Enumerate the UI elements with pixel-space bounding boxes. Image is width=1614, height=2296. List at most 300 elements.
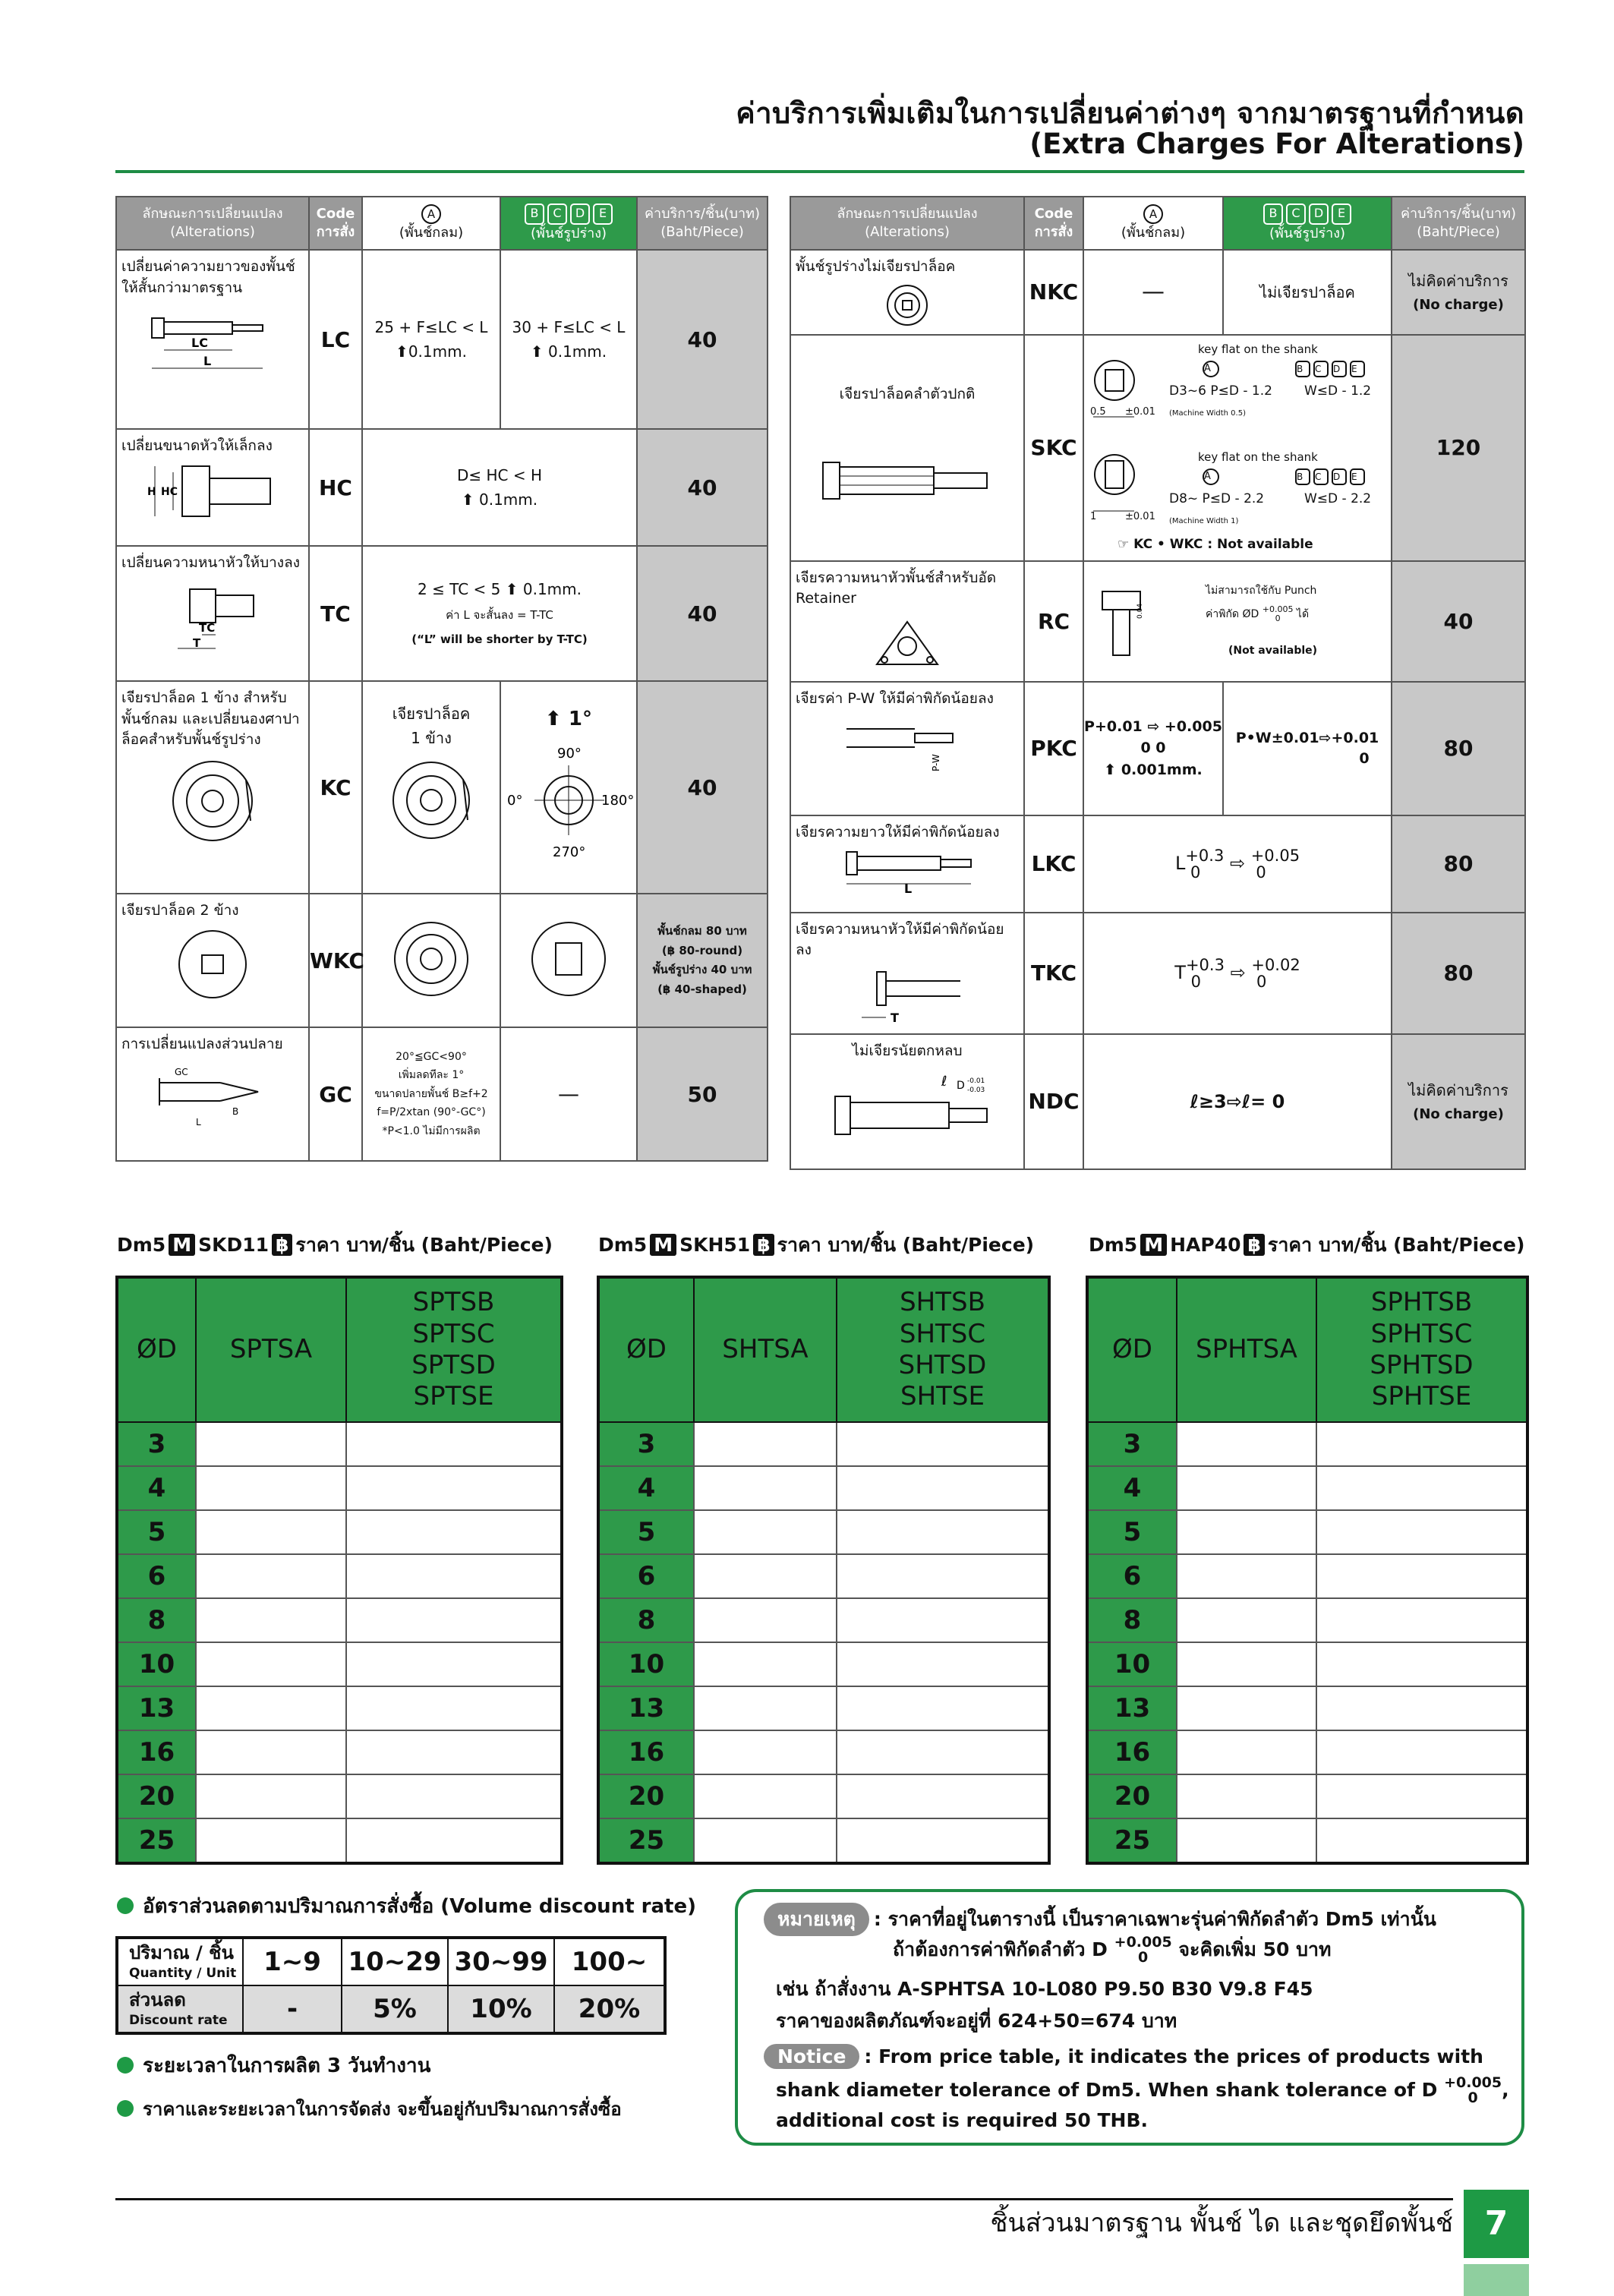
spec-round: เจียรปาล็อค 1 ข้าง — [362, 681, 500, 894]
diameter-cell: 16 — [598, 1730, 694, 1774]
diameter-cell: 25 — [598, 1818, 694, 1863]
code-gc: GC — [309, 1027, 362, 1161]
table-row — [116, 429, 768, 546]
price-cell-type-a — [196, 1554, 346, 1598]
spec-shaped: ไม่เจียรปาล็อค — [1223, 250, 1392, 335]
table-row — [790, 815, 1525, 913]
price-cell-type-a — [694, 1774, 837, 1818]
price-cell-type-bcde — [1316, 1598, 1527, 1642]
svg-text:T: T — [891, 1010, 899, 1025]
diameter-cell: 20 — [1087, 1774, 1177, 1818]
alteration-name: เปลี่ยนค่าความยาวของพั้นช์ให้สั้นกว่ามาตรฐาน LC L — [116, 250, 309, 429]
rate-cell: - — [243, 1985, 342, 2033]
svg-text:P-W: P-W — [931, 754, 941, 772]
header-diameter: ØD — [1087, 1277, 1177, 1422]
price-cell-type-a — [694, 1554, 837, 1598]
price-cell-type-bcde — [346, 1466, 562, 1510]
price-cell: 80 — [1392, 682, 1525, 815]
spec-shaped: P•W±0.01⇨+0.01 0 — [1223, 682, 1392, 815]
title-divider — [115, 170, 1524, 173]
header-price: ค่าบริการ/ชิ้น(บาท) (Baht/Piece) — [1392, 197, 1525, 250]
header-round-punch: A (พั้นช์กลม) — [362, 197, 500, 250]
table-header — [598, 1277, 1049, 1422]
spec-round: 25 + F≤LC < L ⬆0.1mm. — [362, 250, 500, 429]
price-cell-type-a — [196, 1642, 346, 1686]
table-row — [598, 1686, 1049, 1730]
header-price: ค่าบริการ/ชิ้น(บาท) (Baht/Piece) — [637, 197, 768, 250]
svg-text:B: B — [232, 1105, 239, 1117]
diameter-cell: 8 — [598, 1598, 694, 1642]
notice-english-line-2: shank diameter tolerance of Dm5. When shank tolerance of D +0.005 0 , — [776, 2074, 1509, 2106]
up-arrow-icon: ⬆ — [461, 490, 474, 509]
table-row — [1087, 1510, 1527, 1554]
svg-text:90°: 90° — [557, 746, 582, 762]
kc-diagram — [137, 755, 288, 847]
header-code: Code การสั่ง — [1024, 197, 1083, 250]
diameter-cell: 3 — [1087, 1422, 1177, 1466]
price-cell-type-bcde — [837, 1642, 1049, 1686]
note-label-thai: หมายเหตุ — [764, 1903, 869, 1936]
tc-diagram — [137, 579, 288, 654]
price-cell-type-bcde — [837, 1774, 1049, 1818]
price-table-title-skd11: Dm5 M SKD11 ฿ ราคา บาท/ชิ้น (Baht/Piece) — [117, 1234, 553, 1256]
ndc-diagram — [820, 1066, 995, 1150]
wkc-shaped-diagram — [527, 917, 610, 1001]
price-cell-type-bcde — [837, 1422, 1049, 1466]
ndc-spec: ℓ≥3⇨ℓ= 0 — [1083, 1034, 1392, 1169]
diameter-cell: 4 — [1087, 1466, 1177, 1510]
svg-text:HC: HC — [161, 485, 178, 498]
price-cell-type-a — [196, 1422, 346, 1466]
table-row — [117, 1510, 562, 1554]
tkc-spec: T+0.3 0 ⇨ +0.02 0 — [1083, 913, 1392, 1034]
svg-text:270°: 270° — [553, 844, 586, 861]
quantity-label: ปริมาณ / ชิ้น Quantity / Unit — [117, 1938, 243, 1985]
table-row — [116, 894, 768, 1027]
tkc-diagram — [831, 966, 983, 1027]
price-cell-type-bcde — [837, 1510, 1049, 1554]
table-row — [598, 1818, 1049, 1863]
svg-text:LC: LC — [191, 336, 208, 351]
header-diameter: ØD — [117, 1277, 196, 1422]
notice-english-line-3: additional cost is required 50 THB. — [776, 2109, 1149, 2131]
price-table-title-hap40: Dm5 M HAP40 ฿ ราคา บาท/ชิ้น (Baht/Piece) — [1089, 1234, 1525, 1256]
discount-heading: อัตราส่วนลดตามปริมาณการสั่งซื้อ (Volume discount rate) — [117, 1891, 696, 1922]
skc-diagram — [812, 450, 1002, 511]
price-cell: 80 — [1392, 815, 1525, 913]
diameter-cell: 20 — [598, 1774, 694, 1818]
diameter-cell: 13 — [1087, 1686, 1177, 1730]
diameter-cell: 16 — [117, 1730, 196, 1774]
price-cell: 40 — [637, 429, 768, 546]
table-row — [1087, 1466, 1527, 1510]
spec-shaped: — — [500, 1027, 637, 1161]
quantity-cell: 10~29 — [342, 1938, 448, 1985]
price-cell-type-bcde — [837, 1730, 1049, 1774]
discount-row-quantity — [117, 1938, 665, 1985]
table-header — [116, 197, 768, 250]
up-arrow-icon: ⬆ — [545, 707, 562, 730]
price-cell-type-a — [694, 1598, 837, 1642]
up-arrow-icon: ⬆ — [396, 342, 408, 361]
spec-both: 2 ≤ TC < 5 ⬆ 0.1mm. ค่า L จะสั้นลง = T-TC (“L” will be shorter by T-TC) — [362, 546, 637, 681]
notice-english-line-1: Notice : From price table, it indicates the prices of products with — [764, 2044, 1483, 2069]
bullet-dot-icon — [117, 1897, 134, 1914]
price-cell-type-bcde — [837, 1466, 1049, 1510]
price-cell-type-a — [1177, 1554, 1316, 1598]
page-tab-decoration — [1464, 2264, 1529, 2296]
price-cell-type-bcde — [346, 1510, 562, 1554]
table-row — [117, 1554, 562, 1598]
diameter-cell: 3 — [598, 1422, 694, 1466]
lkc-diagram — [831, 847, 983, 893]
diameter-cell: 5 — [1087, 1510, 1177, 1554]
notice-thai-line-4: ราคาของผลิตภัณฑ์จะอยู่ที่ 624+50=674 บาท — [776, 2010, 1177, 2032]
table-row — [117, 1466, 562, 1510]
bullet-delivery: ราคาและระยะเวลาในการจัดส่ง จะขึ้นอยู่กับปริมาณการสั่งซื้อ — [117, 2094, 622, 2124]
alteration-name: การเปลี่ยนแปลงส่วนปลาย GC B L — [116, 1027, 309, 1161]
diameter-cell: 25 — [1087, 1818, 1177, 1863]
price-cell-type-bcde — [1316, 1554, 1527, 1598]
table-row — [598, 1774, 1049, 1818]
svg-text:TC: TC — [199, 620, 216, 635]
diameter-cell: 3 — [117, 1422, 196, 1466]
spec-round: — — [1083, 250, 1223, 335]
rate-cell: 5% — [342, 1985, 448, 2033]
discount-row-rate — [117, 1985, 665, 2033]
table-header — [117, 1277, 562, 1422]
header-code: Code การสั่ง — [309, 197, 362, 250]
price-cell-type-bcde — [837, 1598, 1049, 1642]
header-type-bcde: SPHTSB SPHTSC SPHTSD SPHTSE — [1316, 1277, 1527, 1422]
header-diameter: ØD — [598, 1277, 694, 1422]
bullet-production-time: ระยะเวลาในการผลิต 3 วันทำงาน — [117, 2050, 430, 2081]
rate-label: ส่วนลด Discount rate — [117, 1985, 243, 2033]
skc-spec: key flat on the shank A B C D E D3~6 P≤D - 1.2 W≤D - 1.2 0.5 ±0.01 (Machine Width 0.5) key flat on the shank A B C D E D8~ P≤D - 2.2 W≤D - 2.2 1 ±0.01 (Machine Width 1) ☞ KC • WKC : Not available — [1083, 335, 1392, 561]
table-row — [598, 1466, 1049, 1510]
alteration-name: เปลี่ยนความหนาหัวให้บางลง TC T — [116, 546, 309, 681]
header-type-a: SPTSA — [196, 1277, 346, 1422]
notice-thai-line-3: เช่น ถ้าสั่งงาน A-SPHTSA 10-L080 P9.50 B30 V9.8 F45 — [776, 1978, 1313, 2000]
table-row — [1087, 1730, 1527, 1774]
skc-shank-diagram — [1090, 350, 1136, 434]
table-row — [1087, 1818, 1527, 1863]
spec-round: 20°≦GC<90° เพิ่มลดทีละ 1° ขนาดปลายพั้นช์ B≥f+2 f=P/2xtan (90°-GC°) *P<1.0 ไม่มีการผลิต — [362, 1027, 500, 1161]
price-cell-type-bcde — [837, 1554, 1049, 1598]
table-row — [1087, 1422, 1527, 1466]
price-cell-type-a — [196, 1774, 346, 1818]
pkc-diagram — [831, 714, 983, 774]
price-cell: ไม่คิดค่าบริการ (No charge) — [1392, 250, 1525, 335]
table-row — [1087, 1554, 1527, 1598]
price-cell-type-a — [1177, 1642, 1316, 1686]
header-alteration: ลักษณะการเปลี่ยนแปลง (Alterations) — [116, 197, 309, 250]
price-cell-type-a — [694, 1642, 837, 1686]
table-row — [598, 1598, 1049, 1642]
page-title-english: (Extra Charges For Alterations) — [1029, 128, 1524, 160]
nkc-diagram — [877, 282, 938, 328]
price-cell-type-a — [694, 1466, 837, 1510]
svg-text:-0.03: -0.03 — [967, 1086, 985, 1095]
lc-diagram — [137, 303, 288, 379]
code-pkc: PKC — [1024, 682, 1083, 815]
code-nkc: NKC — [1024, 250, 1083, 335]
up-arrow-icon: ⬆ — [530, 342, 544, 361]
price-cell-type-a — [694, 1686, 837, 1730]
price-cell-type-bcde — [1316, 1422, 1527, 1466]
diameter-cell: 4 — [598, 1466, 694, 1510]
diameter-cell: 10 — [598, 1642, 694, 1686]
svg-text:0.04: 0.04 — [1136, 604, 1144, 620]
diameter-cell: 8 — [117, 1598, 196, 1642]
price-cell: 40 — [1392, 561, 1525, 682]
code-tc: TC — [309, 546, 362, 681]
price-cell-type-a — [1177, 1774, 1316, 1818]
price-cell-type-a — [1177, 1730, 1316, 1774]
price-cell-type-bcde — [837, 1818, 1049, 1863]
discount-table — [115, 1936, 667, 2035]
table-row — [598, 1730, 1049, 1774]
rate-cell: 20% — [554, 1985, 665, 2033]
alterations-table-right — [790, 196, 1526, 1170]
price-cell-type-a — [196, 1466, 346, 1510]
table-row — [117, 1642, 562, 1686]
footer-text: ชิ้นส่วนมาตรฐาน พั้นช์ ได และชุดยึดพั้นช์ — [990, 2208, 1453, 2238]
kc-angle-diagram — [504, 735, 633, 864]
price-cell-type-a — [1177, 1466, 1316, 1510]
hand-icon: ☞ — [1118, 536, 1130, 552]
price-cell-type-a — [694, 1510, 837, 1554]
price-cell: 40 — [637, 681, 768, 894]
price-cell-type-bcde — [346, 1554, 562, 1598]
price-cell-type-bcde — [1316, 1686, 1527, 1730]
page-number: 7 — [1464, 2190, 1529, 2258]
table-row — [598, 1422, 1049, 1466]
header-type-bcde: SHTSB SHTSC SHTSD SHTSE — [837, 1277, 1049, 1422]
price-cell: 80 — [1392, 913, 1525, 1034]
rc-spec: 0.04 ไม่สามารถใช้กับ Punch ค่าพิกัด ØD +0.005 0 ได้ (Not available) — [1083, 561, 1392, 682]
header-alteration: ลักษณะการเปลี่ยนแปลง (Alterations) — [790, 197, 1024, 250]
svg-text:-0.01: -0.01 — [967, 1077, 985, 1086]
price-cell-type-bcde — [346, 1818, 562, 1863]
table-row — [117, 1818, 562, 1863]
table-row — [117, 1730, 562, 1774]
header-shaped-punch: B C D E (พั้นช์รูปร่าง) — [1223, 197, 1392, 250]
notice-label-english: Notice — [764, 2044, 859, 2069]
rc-diagram — [862, 614, 953, 675]
price-cell-type-a — [196, 1598, 346, 1642]
table-row — [790, 1034, 1525, 1169]
notice-thai-line-2: ถ้าต้องการค่าพิกัดลำตัว D +0.005 0 จะคิดเพิ่ม 50 บาท — [893, 1934, 1332, 1966]
table-row — [598, 1642, 1049, 1686]
spec-shaped: ⬆ 1° 90° 0° 180° 270° — [500, 681, 637, 894]
svg-text:L: L — [196, 1116, 201, 1128]
notice-thai-line-1: หมายเหตุ : ราคาที่อยู่ในตารางนี้ เป็นราคาเฉพาะรุ่นค่าพิกัดลำตัว Dm5 เท่านั้น — [764, 1903, 1436, 1936]
table-row — [116, 681, 768, 894]
price-cell-type-bcde — [837, 1686, 1049, 1730]
spec-shaped: 30 + F≤LC < L ⬆ 0.1mm. — [500, 250, 637, 429]
code-lkc: LKC — [1024, 815, 1083, 913]
alteration-name: ไม่เจียรนัยตกหลบ ℓ D -0.01 -0.03 — [790, 1034, 1024, 1169]
table-row — [117, 1422, 562, 1466]
table-row — [116, 250, 768, 429]
code-kc: KC — [309, 681, 362, 894]
diameter-cell: 13 — [117, 1686, 196, 1730]
table-row — [1087, 1598, 1527, 1642]
diameter-cell: 13 — [598, 1686, 694, 1730]
code-ndc: NDC — [1024, 1034, 1083, 1169]
price-cell-type-a — [1177, 1510, 1316, 1554]
wkc-diagram — [137, 926, 288, 1002]
spec-round: P+0.01 ⇨ +0.005 0 0 ⬆ 0.001mm. — [1083, 682, 1223, 815]
price-cell-type-bcde — [346, 1642, 562, 1686]
price-cell-type-bcde — [1316, 1774, 1527, 1818]
alterations-table-left — [115, 196, 768, 1162]
header-type-a: SHTSA — [694, 1277, 837, 1422]
table-row — [790, 561, 1525, 682]
price-cell-type-a — [1177, 1686, 1316, 1730]
table-row — [790, 335, 1525, 561]
svg-text:L: L — [203, 354, 212, 369]
diameter-cell: 6 — [1087, 1554, 1177, 1598]
footer-rule — [115, 2198, 1453, 2200]
lkc-spec: L+0.3 0 ⇨ +0.05 0 — [1083, 815, 1392, 913]
bullet-dot-icon — [117, 2057, 134, 2074]
price-cell-type-bcde — [1316, 1730, 1527, 1774]
diameter-cell: 6 — [598, 1554, 694, 1598]
svg-text:GC: GC — [175, 1066, 188, 1077]
wkc-shaped-figure — [500, 894, 637, 1027]
table-row — [1087, 1774, 1527, 1818]
diameter-cell: 5 — [598, 1510, 694, 1554]
wkc-round-figure — [362, 894, 500, 1027]
alteration-name: เจียรปาล็อค 1 ข้าง สำหรับพั้นช์กลม และเปลี่ยนองศาปาล็อคสำหรับพั้นช์รูปร่าง — [116, 681, 309, 894]
hc-diagram — [137, 462, 288, 522]
spec-both: D≤ HC < H ⬆ 0.1mm. — [362, 429, 637, 546]
alteration-name: เจียรค่า P-W ให้มีค่าพิกัดน้อยลง P-W — [790, 682, 1024, 815]
quantity-cell: 1~9 — [243, 1938, 342, 1985]
code-lc: LC — [309, 250, 362, 429]
code-hc: HC — [309, 429, 362, 546]
alteration-name: เจียรความหนาหัวพั้นช์สำหรับอัด Retainer — [790, 561, 1024, 682]
price-cell-type-a — [1177, 1598, 1316, 1642]
header-type-a: SPHTSA — [1177, 1277, 1316, 1422]
wkc-round-diagram — [389, 917, 473, 1001]
price-table-hap40 — [1086, 1276, 1529, 1865]
code-skc: SKC — [1024, 335, 1083, 561]
table-row — [1087, 1642, 1527, 1686]
diameter-cell: 4 — [117, 1466, 196, 1510]
alteration-name: เจียรปาล็อคลำตัวปกติ — [790, 335, 1024, 561]
rate-cell: 10% — [448, 1985, 554, 2033]
page-title-thai: ค่าบริการเพิ่มเติมในการเปลี่ยนค่าต่างๆ จากมาตรฐานที่กำหนด — [736, 96, 1524, 130]
price-cell-type-a — [694, 1730, 837, 1774]
table-row — [790, 682, 1525, 815]
price-cell: 120 — [1392, 335, 1525, 561]
gc-diagram — [137, 1060, 288, 1128]
header-type-bcde: SPTSB SPTSC SPTSD SPTSE — [346, 1277, 562, 1422]
alteration-name: เจียรความยาวให้มีค่าพิกัดน้อยลง L — [790, 815, 1024, 913]
table-row — [598, 1554, 1049, 1598]
price-cell-type-bcde — [1316, 1818, 1527, 1863]
table-row — [117, 1774, 562, 1818]
svg-text:L: L — [904, 882, 913, 894]
table-row — [116, 546, 768, 681]
kc-round-diagram — [386, 755, 477, 846]
table-row — [1087, 1686, 1527, 1730]
price-cell-type-a — [196, 1818, 346, 1863]
diameter-cell: 16 — [1087, 1730, 1177, 1774]
price-cell-type-bcde — [346, 1422, 562, 1466]
price-cell-type-a — [196, 1730, 346, 1774]
up-arrow-icon: ⬆ — [505, 580, 519, 598]
svg-text:T: T — [193, 636, 201, 650]
svg-text:H: H — [147, 485, 156, 498]
price-cell-type-a — [196, 1510, 346, 1554]
svg-text:D: D — [957, 1080, 965, 1093]
price-cell-type-bcde — [346, 1730, 562, 1774]
price-table-skd11 — [115, 1276, 563, 1865]
table-row — [117, 1686, 562, 1730]
price-cell-type-a — [1177, 1818, 1316, 1863]
alteration-name: เปลี่ยนขนาดหัวให้เล็กลง H HC — [116, 429, 309, 546]
price-cell: 40 — [637, 546, 768, 681]
price-cell: 50 — [637, 1027, 768, 1161]
diameter-cell: 20 — [117, 1774, 196, 1818]
header-round-punch: A (พั้นช์กลม) — [1083, 197, 1223, 250]
price-table-skh51 — [597, 1276, 1051, 1865]
table-row — [790, 913, 1525, 1034]
table-row — [598, 1510, 1049, 1554]
table-header — [1087, 1277, 1527, 1422]
quantity-cell: 100~ — [554, 1938, 665, 1985]
price-cell-type-bcde — [1316, 1466, 1527, 1510]
price-cell-type-a — [196, 1686, 346, 1730]
svg-text:ℓ: ℓ — [941, 1074, 947, 1090]
diameter-cell: 5 — [117, 1510, 196, 1554]
header-shaped-punch: B C D E (พั้นช์รูปร่าง) — [500, 197, 637, 250]
diameter-cell: 10 — [1087, 1642, 1177, 1686]
price-cell: 40 — [637, 250, 768, 429]
svg-text:0°: 0° — [507, 793, 523, 809]
bullet-dot-icon — [117, 2100, 134, 2117]
diameter-cell: 25 — [117, 1818, 196, 1863]
code-tkc: TKC — [1024, 913, 1083, 1034]
rc-part-diagram — [1095, 579, 1155, 663]
price-cell-type-a — [694, 1818, 837, 1863]
diameter-cell: 6 — [117, 1554, 196, 1598]
price-cell: พั้นช์กลม 80 บาท (฿ 80-round) พั้นช์รูปร่าง 40 บาท (฿ 40-shaped) — [637, 894, 768, 1027]
diameter-cell: 10 — [117, 1642, 196, 1686]
price-cell-type-a — [694, 1422, 837, 1466]
up-arrow-icon: ⬆ — [1104, 761, 1117, 778]
quantity-cell: 30~99 — [448, 1938, 554, 1985]
table-row — [116, 1027, 768, 1161]
price-cell-type-bcde — [1316, 1510, 1527, 1554]
price-cell-type-bcde — [346, 1598, 562, 1642]
alteration-name: เจียรปาล็อค 2 ข้าง — [116, 894, 309, 1027]
diameter-cell: 8 — [1087, 1598, 1177, 1642]
table-header — [790, 197, 1525, 250]
price-cell-type-bcde — [1316, 1642, 1527, 1686]
table-row — [790, 250, 1525, 335]
code-wkc: WKC — [309, 894, 362, 1027]
code-rc: RC — [1024, 561, 1083, 682]
price-cell-type-bcde — [346, 1686, 562, 1730]
price-table-title-skh51: Dm5 M SKH51 ฿ ราคา บาท/ชิ้น (Baht/Piece) — [598, 1234, 1035, 1256]
alteration-name: เจียรความหนาหัวให้มีค่าพิกัดน้อยลง T — [790, 913, 1024, 1034]
alteration-name: พั้นช์รูปร่างไม่เจียรปาล็อค — [790, 250, 1024, 335]
